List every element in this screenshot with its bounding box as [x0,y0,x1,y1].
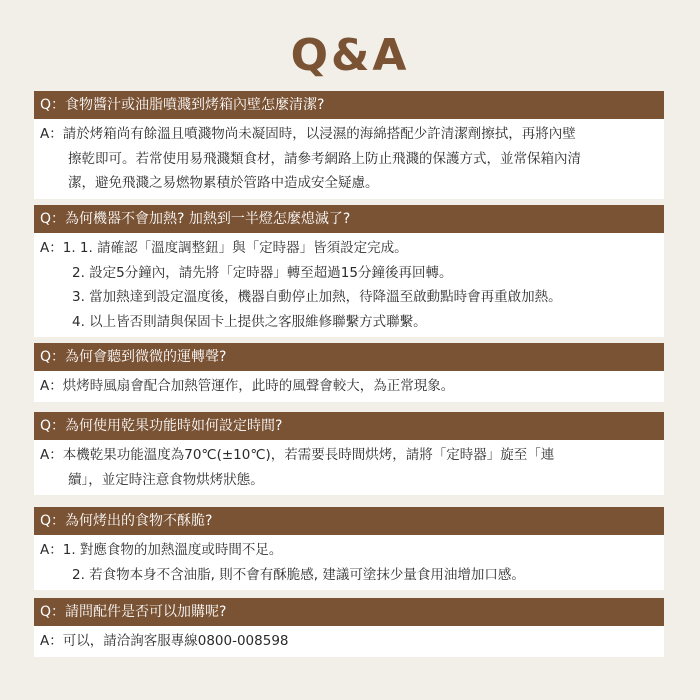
faq-question: Q：為何機器不會加熱? 加熱到一半燈怎麼熄滅了? [34,205,664,233]
faq-item [34,412,664,495]
faq-answer-line: A：1. 對應食物的加熱溫度或時間不足。 [40,542,283,558]
faq-answer [34,535,664,590]
faq-answer [34,440,664,495]
faq-answer-line: A：1. 1. 請確認「溫度調整鈕」與「定時器」皆須設定完成。 [40,240,408,256]
faq-item [34,343,664,402]
faq-item [34,205,664,337]
faq-question: Q：為何烤出的食物不酥脆? [34,507,664,535]
faq-answer-line: 2. 若食物本身不含油脂, 則不會有酥脆感, 建議可塗抹少量食用油增加口感。 [72,566,525,583]
faq-answer-line: 擦乾即可。若常使用易飛濺類食材，請參考網路上防止飛濺的保護方式，並常保箱內清 [68,150,581,167]
faq-question: Q：為何使用乾果功能時如何設定時間? [34,412,664,440]
faq-item [34,507,664,590]
faq-answer-line: 潔，避免飛濺之易燃物累積於管路中造成安全疑慮。 [68,175,379,191]
faq-answer [34,233,664,337]
faq-item [34,598,664,657]
faq-answer-line: A：請於烤箱尚有餘溫且噴濺物尚未凝固時，以浸濕的海綿搭配少許清潔劑擦拭，再將內壁 [40,126,576,142]
faq-question: Q：請問配件是否可以加購呢? [34,598,664,626]
faq-item [34,91,664,199]
faq-question: Q：食物醬汁或油脂噴濺到烤箱內壁怎麼清潔? [34,91,664,119]
faq-answer-line: 3. 當加熱達到設定溫度後，機器自動停止加熱，待降溫至啟動點時會再重啟加熱。 [72,289,562,305]
faq-answer-line: A：本機乾果功能溫度為70℃(±10℃)，若需要長時間烘烤，請將「定時器」旋至「連 [40,447,555,463]
faq-answer-line: A：可以，請洽詢客服專線0800-008598 [40,633,289,649]
faq-answer [34,371,664,402]
faq-answer-line: 4. 以上皆否則請與保固卡上提供之客服維修聯繫方式聯繫。 [72,313,427,330]
faq-answer [34,626,664,657]
faq-answer-line: A：烘烤時風扇會配合加熱管運作，此時的風聲會較大，為正常現象。 [40,378,455,394]
faq-question: Q：為何會聽到微微的運轉聲? [34,343,664,371]
faq-answer-line: 續」，並定時注意食物烘烤狀態。 [68,471,264,488]
faq-answer-line: 2. 設定5分鐘內，請先將「定時器」轉至超過15分鐘後再回轉。 [72,264,453,281]
faq-answer [34,119,664,199]
page-title: Q&A [290,30,410,81]
